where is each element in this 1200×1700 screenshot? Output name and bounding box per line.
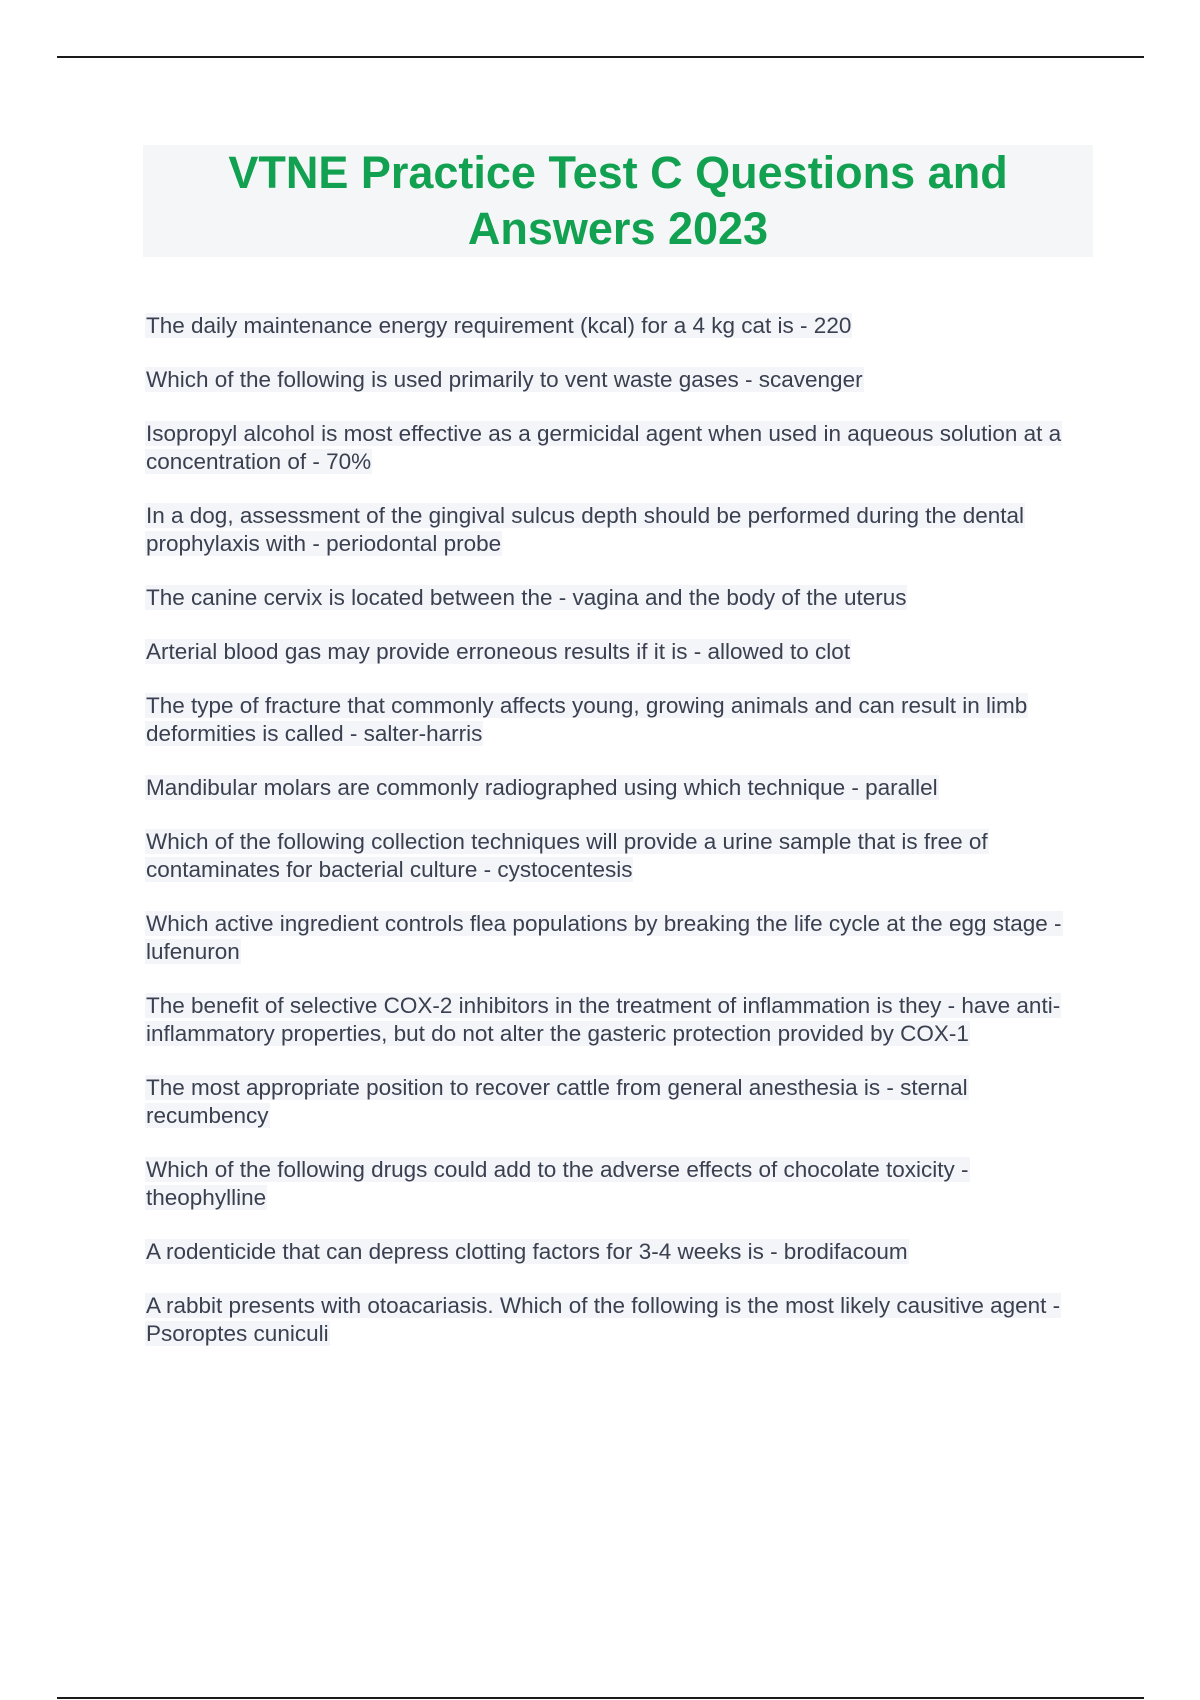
qa-text: The canine cervix is located between the - vagina and the body of the uterus <box>146 585 907 610</box>
qa-text: In a dog, assessment of the gingival sulcus depth should be performed during the dental prophylaxis with - periodontal probe <box>146 503 1025 556</box>
qa-item <box>145 910 1095 966</box>
qa-item <box>145 1238 1095 1266</box>
qa-text: The most appropriate position to recover cattle from general anesthesia is - sternal recumbency <box>146 1075 968 1128</box>
qa-item <box>145 1074 1095 1130</box>
qa-item <box>145 584 1095 612</box>
qa-text: Which of the following drugs could add to the adverse effects of chocolate toxicity - theophylline <box>146 1157 969 1210</box>
qa-item <box>145 638 1095 666</box>
qa-text: Isopropyl alcohol is most effective as a germicidal agent when used in aqueous solution at a concentration of - 70% <box>146 421 1062 474</box>
qa-item <box>145 312 1095 340</box>
qa-item <box>145 1292 1095 1348</box>
qa-text: A rabbit presents with otoacariasis. Which of the following is the most likely causitive agent - Psoroptes cuniculi <box>146 1293 1061 1346</box>
qa-text: Which of the following collection techniques will provide a urine sample that is free of contaminates for bacterial culture - cystocentesis <box>146 829 988 882</box>
qa-text: The benefit of selective COX-2 inhibitors in the treatment of inflammation is they - have anti-inflammatory properties, but do not alter the gasteric protection provided by COX-1 <box>146 993 1061 1046</box>
bottom-rule <box>57 1697 1144 1699</box>
qa-item <box>145 692 1095 748</box>
qa-item <box>145 1156 1095 1212</box>
qa-text: Which of the following is used primarily to vent waste gases - scavenger <box>146 367 863 392</box>
qa-list <box>145 312 1095 1374</box>
qa-text: Arterial blood gas may provide erroneous results if it is - allowed to clot <box>146 639 851 664</box>
qa-item <box>145 502 1095 558</box>
qa-item <box>145 828 1095 884</box>
title-banner <box>143 145 1093 257</box>
top-rule <box>57 56 1144 58</box>
qa-text: The type of fracture that commonly affects young, growing animals and can result in limb deformities is called - salter-harris <box>146 693 1028 746</box>
document-title: VTNE Practice Test C Questions and Answers 2023 <box>228 147 1008 254</box>
qa-item <box>145 992 1095 1048</box>
qa-item <box>145 420 1095 476</box>
qa-text: A rodenticide that can depress clotting factors for 3-4 weeks is - brodifacoum <box>146 1239 908 1264</box>
qa-item <box>145 774 1095 802</box>
qa-text: Which active ingredient controls flea populations by breaking the life cycle at the egg stage - lufenuron <box>146 911 1062 964</box>
qa-text: The daily maintenance energy requirement (kcal) for a 4 kg cat is - 220 <box>146 313 852 338</box>
qa-text: Mandibular molars are commonly radiographed using which technique - parallel <box>146 775 938 800</box>
qa-item <box>145 366 1095 394</box>
